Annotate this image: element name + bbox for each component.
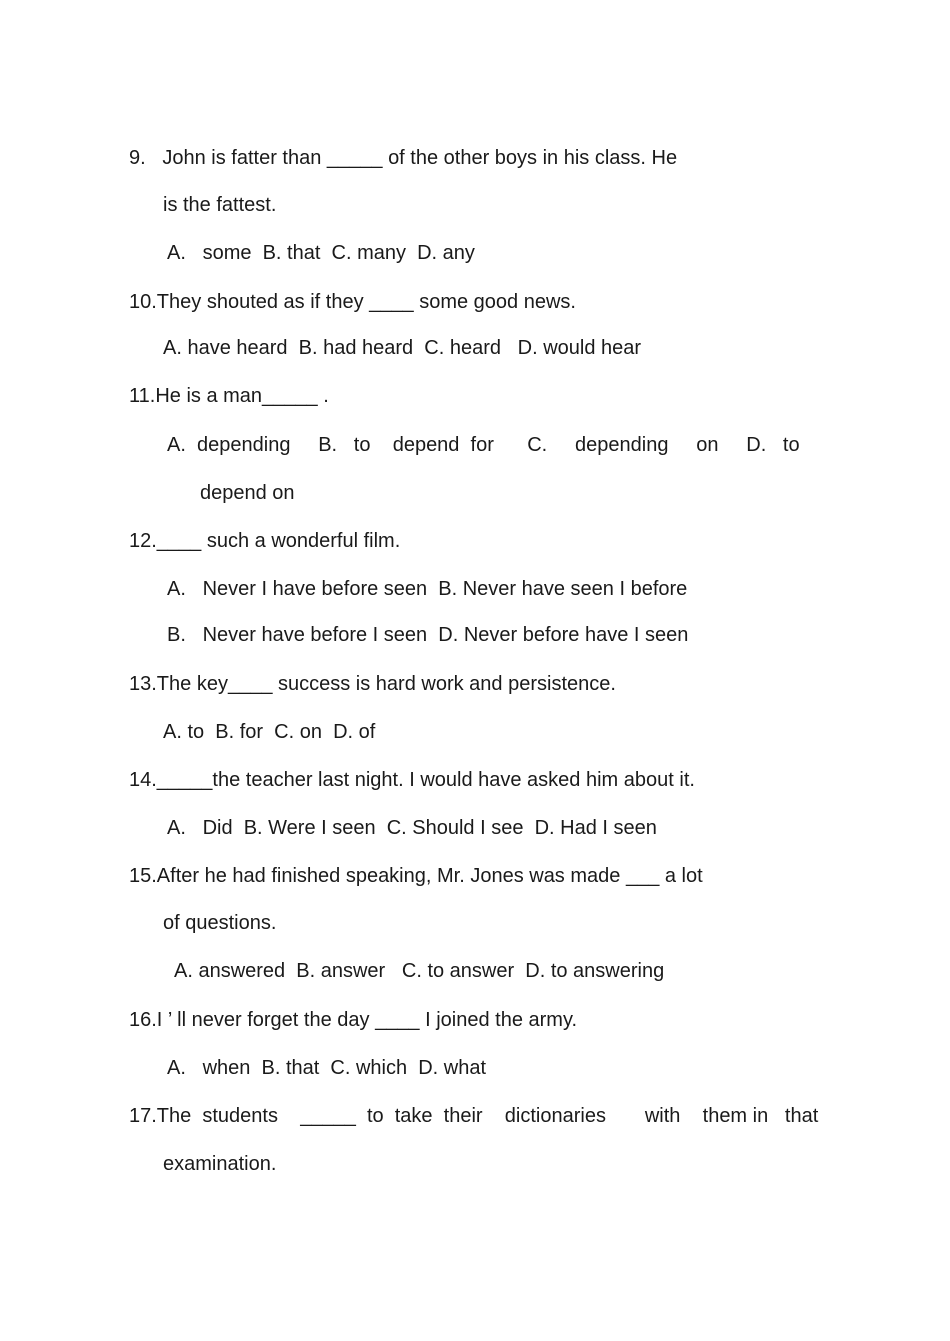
question-11-stem: 11.He is a man_____ . [129, 385, 329, 407]
question-11-options: A. depending B. to depend for C. depending on D. to [167, 434, 800, 456]
question-9-stem-cont: is the fattest. [163, 194, 277, 216]
question-13-stem: 13.The key____ success is hard work and persistence. [129, 673, 616, 695]
question-12-stem: 12.____ such a wonderful film. [129, 530, 401, 552]
question-10-options: A. have heard B. had heard C. heard D. would hear [163, 337, 642, 359]
question-14-stem: 14._____the teacher last night. I would have asked him about it. [129, 769, 695, 791]
question-15-stem-cont: of questions. [163, 912, 277, 934]
question-11-options-cont: depend on [200, 482, 295, 504]
question-15-stem: 15.After he had finished speaking, Mr. Jones was made ___ a lot [129, 865, 703, 887]
question-12-options-row2: B. Never have before I seen D. Never before have I seen [167, 624, 689, 646]
question-14-options: A. Did B. Were I seen C. Should I see D. Had I seen [167, 817, 657, 839]
question-10-stem: 10.They shouted as if they ____ some good news. [129, 291, 576, 313]
question-17-stem-cont: examination. [163, 1153, 277, 1175]
question-9-stem: 9. John is fatter than _____ of the other boys in his class. He [129, 147, 678, 169]
question-16-stem: 16.I ’ ll never forget the day ____ I joined the army. [129, 1009, 578, 1031]
question-9-options: A. some B. that C. many D. any [167, 242, 475, 264]
question-15-options: A. answered B. answer C. to answer D. to answering [174, 960, 665, 982]
question-12-options-row1: A. Never I have before seen B. Never have seen I before [167, 578, 688, 600]
question-16-options: A. when B. that C. which D. what [167, 1057, 487, 1079]
question-13-options: A. to B. for C. on D. of [163, 721, 376, 743]
question-17-stem: 17.The students _____ to take their dictionaries with them in that [129, 1105, 819, 1127]
